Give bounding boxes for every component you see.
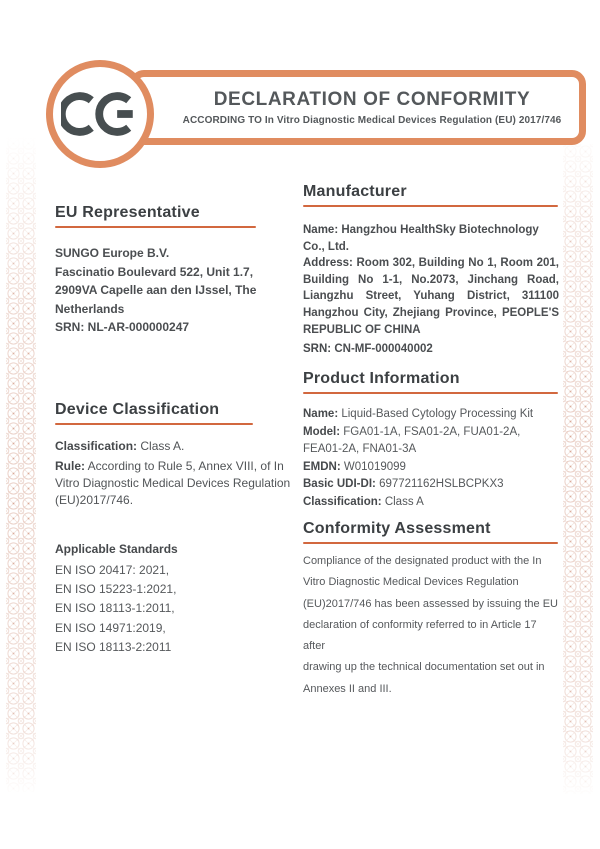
product-emdn-label: EMDN: [303,460,341,473]
conformity-text-line: (EU)2017/746 has been assessed by issuing the EU [303,597,558,610]
classification-label: Classification: [55,439,138,453]
product-udi-value: 697721162HSLBCPKX3 [379,478,504,491]
conformity-text-line: declaration of conformity referred to in Article 17 after [303,618,537,653]
product-name-field [303,406,559,424]
decorative-border-right-icon [563,144,593,799]
standard-item: EN ISO 15223-1:2021, [55,582,177,597]
product-emdn-field [303,459,559,477]
manufacturer-name-value: Hangzhou HealthSky Biotechnology Co., Ltd. [303,224,539,253]
section-eu-representative [55,203,292,337]
decorative-border-left-icon [6,136,36,797]
rule-field [55,458,292,509]
conformity-text-line: Compliance of the designated product with the In [303,555,542,567]
eu-representative-underline [55,226,256,228]
manufacturer-underline [303,205,558,207]
eu-rep-company: SUNGO Europe B.V. [55,246,170,260]
product-name-label: Name: [303,408,339,420]
manufacturer-name-field [303,222,559,255]
document-title: DECLARATION OF CONFORMITY [213,89,531,110]
product-udi-field [303,476,559,494]
conformity-assessment-underline [303,542,558,544]
applicable-standards-heading: Applicable Standards [55,542,178,556]
section-product-information [303,369,559,512]
device-classification-details [55,438,292,509]
standard-item: EN ISO 18113-1:2011, [55,601,175,616]
product-udi-label: Basic UDI-DI: [303,478,376,491]
device-classification-underline [55,423,253,425]
conformity-assessment-text [303,551,559,700]
eu-representative-details [55,244,292,337]
product-information-details [303,406,559,512]
eu-rep-srn: SRN: NL-AR-000000247 [55,320,190,335]
ce-mark-logo [46,60,154,168]
manufacturer-details [303,222,559,358]
section-applicable-standards [55,541,292,657]
rule-label: Rule: [55,459,85,473]
standard-item: EN ISO 18113-2:2011 [55,639,172,654]
standard-item: EN ISO 20417: 2021, [55,563,170,577]
product-model-value: FGA01-1A, FSA01-2A, FUA01-2A, FEA01-2A, FNA01-3A [303,425,521,456]
classification-value: Class A. [140,439,185,453]
product-model-field [303,424,559,459]
eu-rep-address-line: Fascinatio Boulevard 522, Unit 1.7, [55,264,254,279]
manufacturer-address-label: Address: [303,257,353,270]
device-classification-heading: Device Classification [55,401,220,418]
manufacturer-srn-field [303,341,559,358]
manufacturer-heading: Manufacturer [303,183,407,200]
manufacturer-name-label: Name: [303,224,339,236]
applicable-standards-list [55,561,292,657]
product-classification-field [303,494,559,512]
section-device-classification [55,400,292,509]
rule-value: According to Rule 5, Annex VIII, of In Vitro Diagnostic Medical Devices Regulation (EU)2017/746. [55,459,291,507]
section-manufacturer [303,182,559,358]
eu-rep-address-line: Netherlands [55,301,125,316]
manufacturer-srn-label: SRN: [303,343,332,356]
product-emdn-value: W01019099 [343,460,406,473]
product-information-underline [303,392,558,394]
conformity-text-line: Annexes II and III. [303,682,392,695]
product-classification-value: Class A [384,495,424,508]
manufacturer-srn-value: CN-MF-000040002 [334,343,433,356]
eu-rep-address-line: 2909VA Capelle aan den IJssel, The [55,283,257,298]
conformity-text-line: drawing up the technical documentation set out in [303,661,545,674]
product-information-heading: Product Information [303,370,460,387]
header-title-box [130,70,586,145]
manufacturer-address-value: Room 302, Building No 1, Room 201, Building No 1-1, No.2073, Jinchang Road, Liangzhu Street, Yuhang District, 311100 Hangzhou City, Zhejiang Province, PEOPLE'S REPUBLIC OF CHINA [303,257,559,336]
ce-mark-icon [61,89,139,139]
standard-item: EN ISO 14971:2019, [55,620,166,635]
conformity-text-line: Vitro Diagnostic Medical Devices Regulation [303,576,519,589]
product-name-value: Liquid-Based Cytology Processing Kit [341,408,534,420]
conformity-assessment-heading: Conformity Assessment [303,520,491,537]
manufacturer-address-field [303,255,559,338]
eu-representative-heading: EU Representative [55,204,200,221]
product-classification-label: Classification: [303,495,382,508]
document-subtitle: ACCORDING TO In Vitro Diagnostic Medical Devices Regulation (EU) 2017/746 [182,115,562,126]
product-model-label: Model: [303,425,341,438]
section-conformity-assessment [303,519,559,700]
classification-field [55,438,292,455]
